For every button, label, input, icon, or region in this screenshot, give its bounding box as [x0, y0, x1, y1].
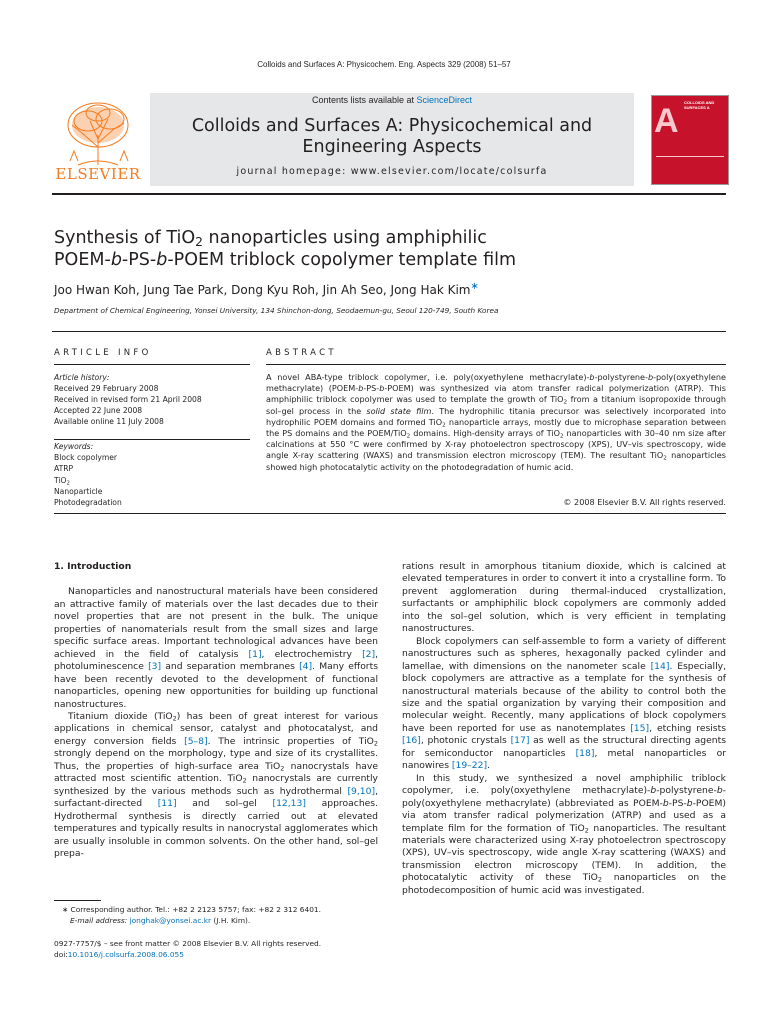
body-paragraph: Block copolymers can self-assemble to form a variety of different nanostructures such as spheres, hexagonally packed cylinder and lamellae, with dimensions on the nanometer scale [14]. Especially, block copolymers are attractive as a template for the synthesis of nanostructural materials because of the ability to control both the size and the spatial organization by varying their composition and molecular weight. Recently, many applications of block copolymers have been reported for use as nanotemplates [15], etching resists [16], photonic crystals [17] as well as the structural directing agents for semiconductor nanoparticles [18], metal nanoparticles or nanowires [19–22]. [402, 635, 726, 772]
abstract-bottom-rule [54, 513, 726, 514]
keyword-text: TiO [54, 475, 67, 485]
citation-link[interactable]: [19–22] [451, 760, 488, 772]
body-paragraph: In this study, we synthesized a novel amphiphilic triblock copolymer, i.e. poly(oxyethylene methacrylate)-b-polystyrene-b-poly(oxyethylene methacrylate) (abbreviated as POEM-b-PS-b-POEM) via atom transfer radical polymerization (ATRP) and used as a template film for the formation of TiO$_2$ nanoparticles. The resultant materials were characterized using X-ray photoelectron spectroscopy (XPS), UV–vis spectroscopy, wide angle X-ray scattering (WAXS) and transmission electron microscopy (TEM). In addition, the photocatalytic activity of these TiO$_2$ nanoparticles on the photodecomposition of humic acid was investigated. [402, 772, 726, 896]
body-paragraph: Titanium dioxide (TiO$_2$) has been of great interest for various applications in chemical sensor, catalyst and photocatalyst, and energy conversion fields [5–8]. The intrinsic properties of TiO$_2$ strongly depend on the morphology, type and size of its crystallites. Thus, the properties of high-surface area TiO$_2$ nanocrystals have attracted most scientific attention. TiO$_2$ nanocrystals are currently synthesized by the various methods such as hydrothermal [9,10], surfactant-directed [11] and sol–gel [12,13] approaches. Hydrothermal synthesis is directly carried out at elevated temperatures and typically results in nanocrystal agglomerates which are usually insoluble in common solvents. On the other hand, sol–gel prepa- [54, 710, 379, 859]
history-item: Available online 11 July 2008 [54, 417, 164, 426]
doi-link[interactable]: 10.1016/j.colsurfa.2008.06.055 [67, 949, 184, 959]
email-suffix: (J.H. Kim). [211, 915, 251, 925]
journal-title-line2: Engineering Aspects [302, 137, 482, 157]
footnote-rule [54, 900, 101, 901]
footnote [54, 905, 384, 926]
title-part: -POEM triblock copolymer template film [167, 250, 517, 270]
title-part: Synthesis of TiO [54, 228, 196, 248]
homepage-prefix: journal homepage: [236, 166, 351, 177]
abstract-copyright: © 2008 Elsevier B.V. All rights reserved. [563, 497, 726, 507]
authors-text: Joo Hwan Koh, Jung Tae Park, Dong Kyu Roh, Jin Ah Seo, Jong Hak Kim [54, 283, 471, 297]
abstract-heading: ABSTRACT [266, 348, 337, 358]
running-header: Colloids and Surfaces A: Physicochem. Eng. Aspects 329 (2008) 51–57 [257, 60, 511, 69]
citation-link[interactable]: [15] [630, 722, 650, 734]
homepage-link[interactable]: www.elsevier.com/locate/colsurfa [350, 166, 548, 177]
elsevier-wordmark: ELSEVIER [55, 165, 141, 183]
cover-title: COLLOIDS AND SURFACES A [684, 100, 715, 110]
citation-link[interactable]: [3] [148, 661, 162, 673]
keyword-item [54, 475, 250, 486]
article-info-rule [54, 364, 250, 365]
keyword-item: Photodegradation [54, 498, 122, 508]
citation-link[interactable]: [17] [510, 735, 530, 747]
article-title [54, 227, 714, 271]
citation-link[interactable]: [1] [248, 648, 262, 660]
issn-line: 0927-7757/$ – see front matter © 2008 Elsevier B.V. All rights reserved. [54, 939, 322, 948]
article-info-heading: ARTICLE INFO [54, 348, 152, 358]
citation-link[interactable]: [5–8] [184, 735, 208, 747]
keywords-rule [54, 439, 250, 440]
abstract-rule [266, 364, 726, 365]
sciencedirect-link[interactable]: ScienceDirect [416, 95, 473, 105]
title-italic: b [156, 250, 168, 270]
doi-line [54, 950, 384, 961]
keyword-item: ATRP [54, 464, 74, 474]
citation-link[interactable]: [2] [362, 648, 376, 660]
citation-link[interactable]: [14] [650, 660, 670, 672]
body-paragraph: Nanoparticles and nanostructural materials have been considered an attractive family of materials over the last decades due to their novel properties that are not present in the bulk. The unique properties of nanomaterials result from the small sizes and large specific surface areas. Important technological advances have been achieved in the field of catalysis [1], electrochemistry [2], photoluminescence [3] and separation membranes [4]. Many efforts have been recently devoted to the development of functional nanoparticles, opening new opportunities for building up functional nanostructures. [54, 586, 378, 710]
contents-line [150, 95, 634, 105]
title-part: POEM- [54, 250, 111, 270]
title-line1 [54, 227, 714, 249]
doi-label: doi: [54, 949, 68, 959]
title-part: -PS- [121, 250, 157, 270]
body-right-column [402, 561, 726, 897]
cover-rule [656, 156, 724, 157]
corresponding-author-marker[interactable]: ∗ [470, 281, 479, 292]
front-matter-footer [54, 939, 384, 960]
history-label: Article history: [54, 373, 110, 382]
journal-title [150, 116, 634, 158]
citation-link[interactable]: [4] [299, 661, 313, 673]
history-item: Received 29 February 2008 [54, 384, 159, 393]
title-italic: b [110, 250, 122, 270]
elsevier-logo [52, 95, 144, 187]
journal-homepage [150, 166, 634, 177]
citation-link[interactable]: [9,10] [347, 785, 376, 797]
journal-title-line1: Colloids and Surfaces A: Physicochemical and [191, 116, 593, 136]
citation-link[interactable]: [16] [402, 735, 421, 747]
citation-link[interactable]: [12,13] [272, 798, 306, 810]
keywords [54, 441, 250, 508]
keyword-subscript: 2 [66, 479, 70, 486]
author-list [54, 281, 714, 297]
abstract-text: A novel ABA-type triblock copolymer, i.e. poly(oxyethylene methacrylate)-b-polystyrene-b-poly(oxyethylene methacrylate) (POEM-b-PS-b-POEM) was synthesized via atom transfer radical polymerization (ATRP). This amphiphilic triblock copolymer was used to template the growth of TiO$_2$ from a titanium isopropoxide through sol–gel process in the solid state film. The hydrophilic titania precursor was selectively incorporated into hydrophilic POEM domains and formed TiO$_2$ nanoparticle arrays, mostly due to microphase separation between the PS domains and the POEM/TiO$_2$ domains. High-density arrays of TiO$_2$ nanoparticles with 30–40 nm size after calcinations at 550 °C were confirmed by X-ray photoelectron spectroscopy (XPS), UV–vis spectroscopy, wide angle X-ray scattering (WAXS) and transmission electron microscopy (TEM). The resultant TiO$_2$ nanoparticles showed high photocatalytic activity on the photodegradation of humic acid. [266, 372, 726, 472]
email-line [54, 916, 384, 927]
body-left-column [54, 561, 378, 860]
corresponding-author-note: ∗ Corresponding author. Tel.: +82 2 2123 5757; fax: +82 2 312 6401. [62, 905, 321, 914]
email-link[interactable]: jonghak@yonsei.ac.kr [129, 915, 212, 925]
header-divider [52, 331, 726, 332]
affiliation: Department of Chemical Engineering, Yonsei University, 134 Shinchon-dong, Seodaemun-gu, Seoul 120-749, South Korea [54, 306, 499, 315]
citation-link[interactable]: [11] [157, 798, 177, 810]
keyword-item: Block copolymer [54, 453, 118, 463]
keywords-label: Keywords: [54, 442, 94, 451]
email-label: E-mail address: [70, 915, 128, 925]
article-history [54, 372, 250, 427]
body-paragraph: rations result in amorphous titanium dioxide, which is calcined at elevated temperatures in order to convert it into a crystalline form. To prevent agglomeration during thermal-induced crystallization, surfactants or amphiphilic block copolymers are commonly added into the sol–gel solution, which is very efficient in templating nanostructures. [402, 561, 726, 635]
title-subscript: 2 [195, 235, 203, 250]
title-part: nanoparticles using amphiphilic [202, 228, 487, 248]
intro-heading: 1. Introduction [54, 561, 132, 572]
history-item: Accepted 22 June 2008 [54, 406, 143, 415]
journal-cover-image [651, 95, 729, 185]
citation-link[interactable]: [18] [575, 747, 595, 759]
title-line2 [54, 249, 714, 271]
history-item: Received in revised form 21 April 2008 [54, 395, 202, 404]
keyword-item: Nanoparticle [54, 486, 103, 496]
masthead-rule [52, 193, 726, 195]
contents-prefix: Contents lists available at [311, 95, 417, 105]
cover-letter-a: A [654, 102, 679, 140]
